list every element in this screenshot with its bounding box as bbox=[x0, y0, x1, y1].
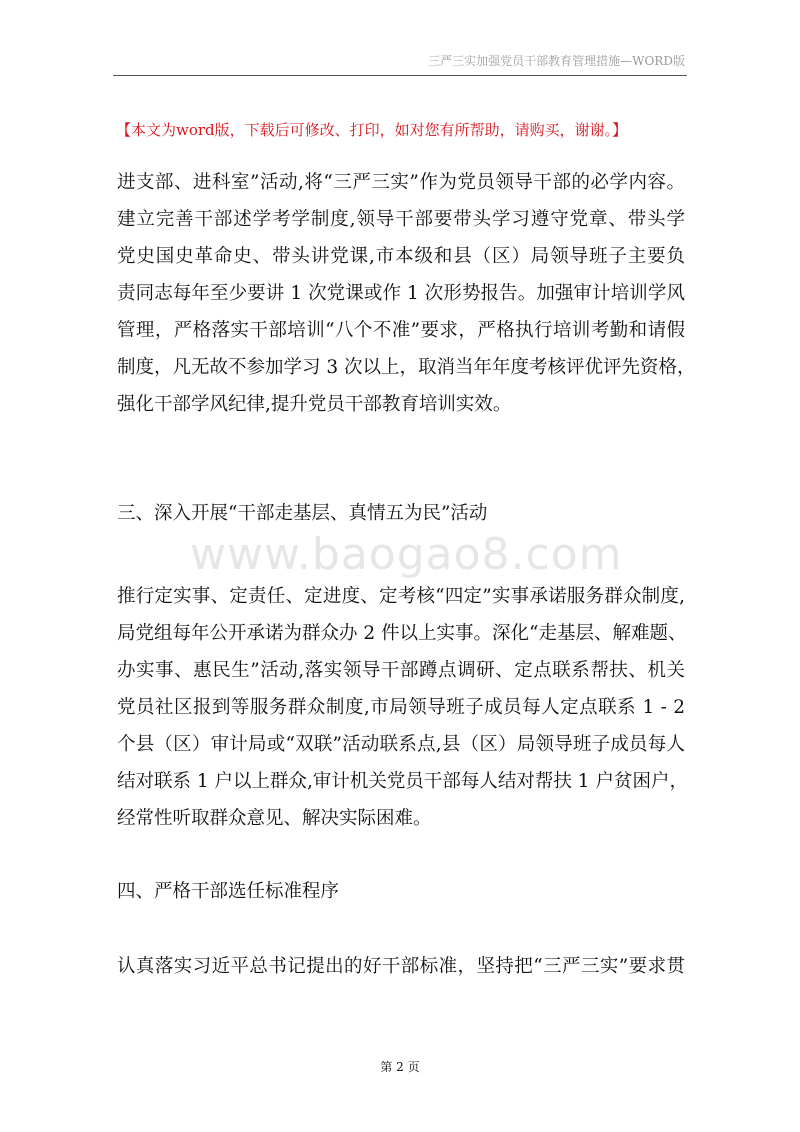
text-line: 局党组每年公开承诺为群众办 2 件以上实事。深化“走基层、解难题、 bbox=[117, 623, 687, 644]
text-line: 推行定实事、定责任、定进度、定考核“四定”实事承诺服务群众制度, bbox=[117, 586, 685, 607]
section-heading-4: 四、严格干部选任标准程序 bbox=[117, 881, 340, 902]
download-notice: 【本文为word版，下载后可修改、打印，如对您有所帮助，请购买，谢谢。】 bbox=[116, 121, 628, 139]
text-line: 强化干部学风纪律,提升党员干部教育培训实效。 bbox=[117, 394, 512, 415]
text-line: 个县（区）审计局或“双联”活动联系点,县（区）局领导班子成员每人 bbox=[117, 734, 685, 755]
header-rule bbox=[113, 75, 687, 76]
text-line: 认真落实习近平总书记提出的好干部标准，坚持把“三严三实”要求贯 bbox=[117, 956, 685, 977]
text-line: 经常性听取群众意见、解决实际困难。 bbox=[117, 808, 432, 829]
text-line: 管理，严格落实干部培训“八个不准”要求，严格执行培训考勤和请假 bbox=[117, 320, 685, 341]
text-line: 办实事、惠民生”活动,落实领导干部蹲点调研、定点联系帮扶、机关 bbox=[117, 660, 685, 681]
text-line: 党史国史革命史、带头讲党课,市本级和县（区）局领导班子主要负 bbox=[117, 246, 685, 267]
watermark: www.baogao8.com bbox=[190, 529, 623, 580]
text-line: 结对联系 1 户以上群众,审计机关党员干部每人结对帮扶 1 户贫困户， bbox=[117, 771, 688, 792]
text-line: 党员社区报到等服务群众制度,市局领导班子成员每人定点联系 1 - 2 bbox=[117, 697, 685, 718]
text-line: 责同志每年至少要讲 1 次党课或作 1 次形势报告。加强审计培训学风 bbox=[117, 283, 685, 304]
running-header: 三严三实加强党员干部教育管理措施—WORD版 bbox=[428, 54, 685, 68]
section-heading-3: 三、深入开展“干部走基层、真情五为民”活动 bbox=[117, 503, 488, 524]
text-line: 制度，凡无故不参加学习 3 次以上，取消当年年度考核评优评先资格， bbox=[117, 357, 696, 378]
text-line: 进支部、进科室”活动,将“三严三实”作为党员领导干部的必学内容。 bbox=[117, 172, 685, 193]
page-number: 第 2 页 bbox=[380, 1060, 420, 1074]
text-line: 建立完善干部述学考学制度,领导干部要带头学习遵守党章、带头学 bbox=[117, 209, 685, 230]
